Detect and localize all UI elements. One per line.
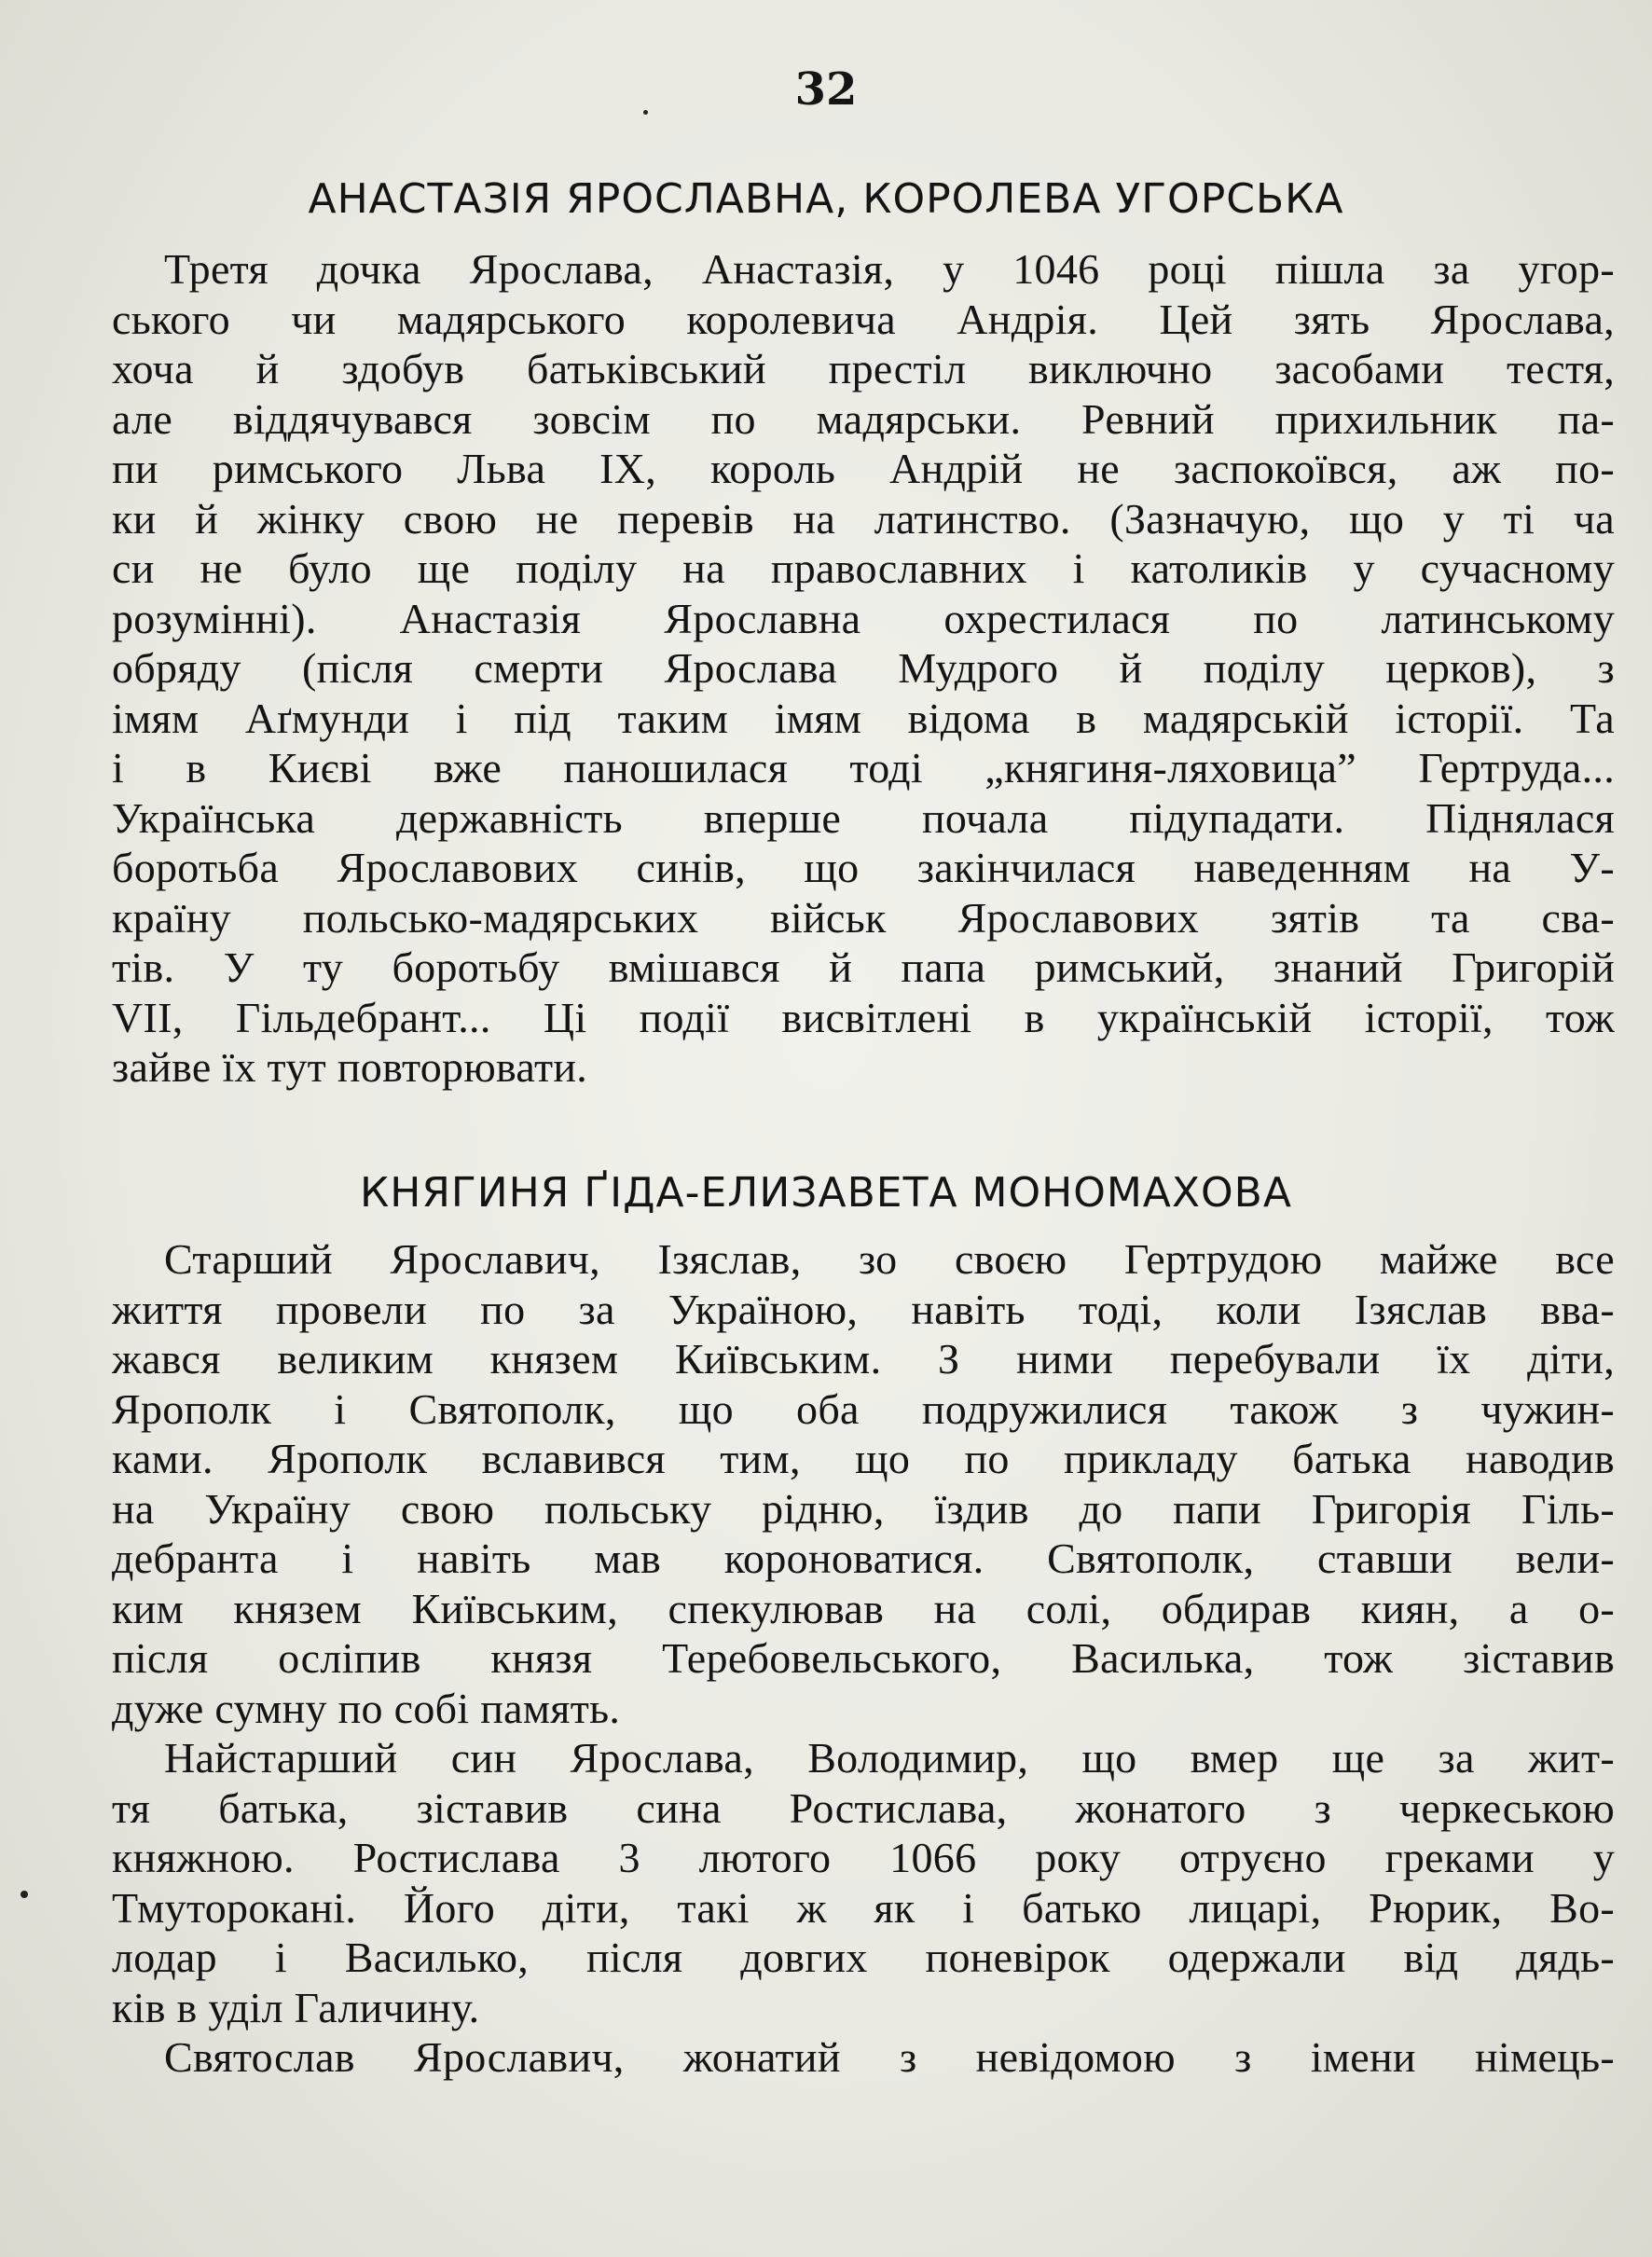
text-line: Тмуторокані. Його діти, такі ж як і батько лицарі, Рюрик, Во- (112, 1883, 1615, 1932)
text-line: хоча й здобув батьківський престіл виключно засобами тестя, (112, 345, 1615, 392)
text-line: життя провели по за Україною, навіть тоді, коли Ізяслав вва- (112, 1285, 1615, 1333)
text-line: Ярополк і Святополк, що оба подружилися також з чужин- (112, 1384, 1615, 1433)
section-body-anastasia (112, 244, 1615, 1093)
section-body-gida (112, 1234, 1615, 2083)
text-line: ким князем Київським, спекулював на солі, обдирав киян, а о- (112, 1584, 1615, 1632)
text-line: після осліпив князя Теребовельського, Василька, тож зіставив (112, 1634, 1615, 1682)
ink-spot (21, 1891, 28, 1898)
text-line: країну польсько-мадярських військ Ярославових зятів та сва- (112, 893, 1615, 942)
text-line: дебранта і навіть мав короноватися. Святополк, ставши вели- (112, 1534, 1615, 1582)
section-heading-anastasia: АНАСТАЗІЯ ЯРОСЛАВНА, КОРОЛЕВА УГОРСЬКА (308, 175, 1344, 223)
text-line: тів. У ту боротьбу вмішався й папа римський, знаний Григорій (112, 943, 1615, 991)
text-line: княжною. Ростислава 3 лютого 1066 року отруєно греками у (112, 1834, 1615, 1881)
text-line: і в Києві вже паношилася тоді „княгиня-ляховица” Гертруда... (112, 744, 1615, 791)
section-heading-gida: КНЯГИНЯ ҐІДА-ЕЛИЗАВЕТА МОНОМАХОВА (360, 1169, 1292, 1217)
text-line: імям Аґмунди і під таким імям відома в мадярській історії. Та (112, 694, 1615, 742)
ink-spot (643, 110, 648, 115)
page-number: 32 (794, 63, 858, 116)
text-line: боротьба Ярославових синів, що закінчилася наведенням на У- (112, 844, 1615, 891)
text-line: Старший Ярославич, Ізяслав, зо своєю Гертрудою майже все (164, 1235, 1615, 1283)
text-line: Третя дочка Ярослава, Анастазія, у 1046 році пішла за угор- (164, 245, 1615, 293)
text-line: обряду (після смерти Ярослава Мудрого й поділу церков), з (112, 644, 1615, 692)
text-line: ків в уділ Галичину. (112, 1983, 480, 2031)
text-line: Найстарший син Ярослава, Володимир, що вмер ще за жит- (164, 1734, 1615, 1782)
text-line: Українська державність вперше почала підупадати. Піднялася (112, 793, 1615, 842)
text-line: на Україну свою польську рідню, їздив до папи Григорія Гіль- (112, 1484, 1615, 1533)
text-line: але віддячувався зовсім по мадярськи. Ревний прихильник па- (112, 394, 1615, 443)
text-line: си не було ще поділу на православних і католиків у сучасному (112, 544, 1615, 592)
text-line: ками. Ярополк вславився тим, що по прикладу батька наводив (112, 1435, 1615, 1482)
text-line: ки й жінку свою не перевів на латинство. (Зазначую, що у ті ча (112, 494, 1615, 543)
text-line: лодар і Василько, після довгих поневірок одержали від дядь- (112, 1934, 1615, 1981)
text-line: дуже сумну по собі память. (112, 1684, 621, 1732)
text-line: тя батька, зіставив сина Ростислава, жонатого з черкеською (112, 1783, 1615, 1832)
text-line: ського чи мадярського королевича Андрія. Цей зять Ярослава, (112, 295, 1615, 343)
text-line: зайве їх тут повторювати. (112, 1043, 588, 1091)
text-line: VII, Гільдебрант... Ці події висвітлені в українській історії, тож (112, 993, 1615, 1041)
text-line: Святослав Ярославич, жонатий з невідомою з імени німець- (164, 2033, 1615, 2081)
text-line: жався великим князем Київським. З ними перебували їх діти, (112, 1335, 1615, 1383)
text-line: розумінні). Анастазія Ярославна охрестилася по латинському (112, 594, 1615, 642)
text-line: пи римського Льва IX, король Андрій не заспокоївся, аж по- (112, 445, 1615, 492)
